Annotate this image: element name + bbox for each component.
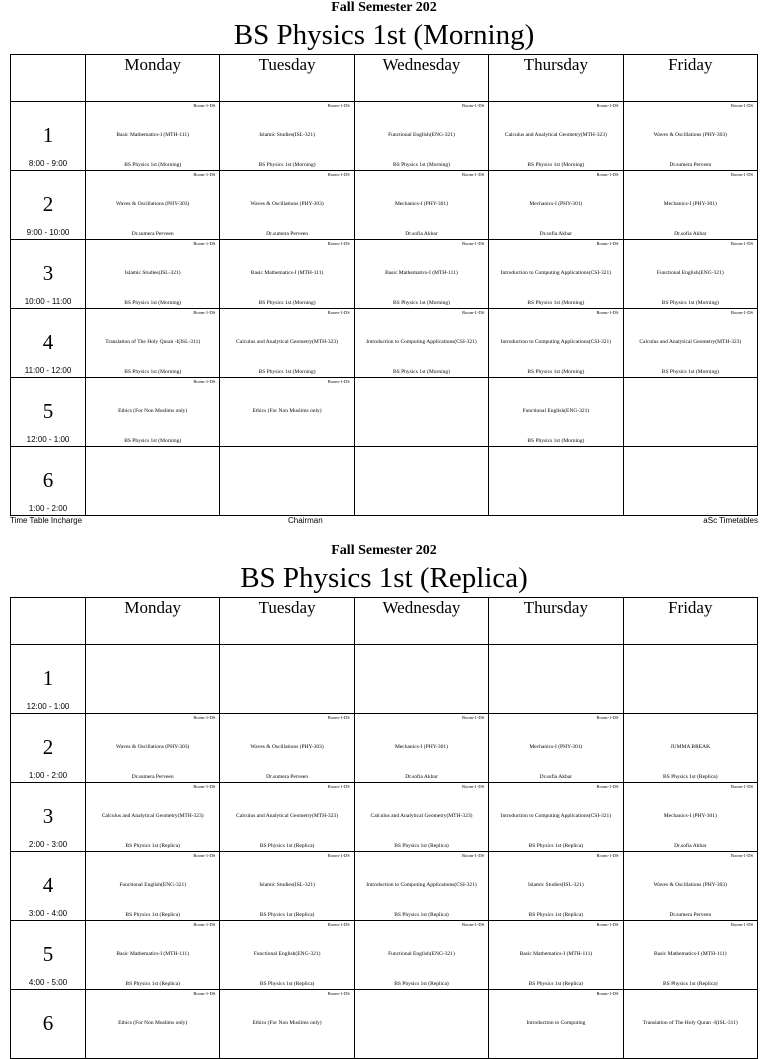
period-cell xyxy=(11,447,86,516)
timetable-replica xyxy=(10,543,758,1059)
group-or-teacher-label: BS Physics 1st (Replica) xyxy=(528,981,584,987)
class-cell xyxy=(489,714,623,783)
class-cell xyxy=(220,990,354,1059)
class-cell xyxy=(220,852,354,921)
class-cell xyxy=(220,645,354,714)
group-or-teacher-label: BS Physics 1st (Morning) xyxy=(392,162,450,168)
room-label: Room-1-DS xyxy=(327,310,350,315)
group-or-teacher-label: BS Physics 1st (Morning) xyxy=(124,438,182,444)
period-cell xyxy=(11,783,86,852)
group-or-teacher-label: BS Physics 1st (Morning) xyxy=(661,369,719,375)
class-cell xyxy=(623,309,757,378)
subject-label: Mechanics-I (PHY-301) xyxy=(394,743,448,750)
subject-label: Functional English(ENG-321) xyxy=(253,950,321,957)
class-cell xyxy=(489,378,623,447)
period-time: 2:00 - 3:00 xyxy=(28,840,68,849)
group-or-teacher-label: BS Physics 1st (Morning) xyxy=(527,162,585,168)
subject-label: Islamic Studies(ISL-321) xyxy=(259,131,315,138)
semester-heading: Fall Semester 202 xyxy=(331,0,437,15)
group-or-teacher-label: Dr.sumera Perveen xyxy=(131,774,174,780)
group-or-teacher-label: BS Physics 1st (Replica) xyxy=(259,843,315,849)
class-cell xyxy=(86,714,220,783)
period-row xyxy=(11,171,758,240)
room-label: Room-1-DS xyxy=(596,310,619,315)
class-cell xyxy=(354,783,488,852)
day-header-monday: Monday xyxy=(86,55,220,102)
subject-label: JUMMA BREAK xyxy=(670,743,711,750)
period-cell xyxy=(11,714,86,783)
group-or-teacher-label: Dr.sumera Perveen xyxy=(131,231,174,237)
subject-label: Mechanics-I (PHY-301) xyxy=(663,812,717,819)
group-or-teacher-label: BS Physics 1st (Replica) xyxy=(394,912,449,918)
subject-label: Basic Mathematics-I (MTH-111) xyxy=(519,950,593,957)
group-or-teacher-label: BS Physics 1st (Replica) xyxy=(394,843,449,849)
class-cell xyxy=(220,783,354,852)
room-label: Room-1-DS xyxy=(596,784,619,789)
period-time: 11:00 - 12:00 xyxy=(24,366,72,375)
group-or-teacher-label: BS Physics 1st (Morning) xyxy=(527,369,585,375)
subject-label: Introduction to Computing Applications(CSI-321) xyxy=(366,881,477,888)
room-label: Room-1-DS xyxy=(462,103,485,108)
group-or-teacher-label: BS Physics 1st (Morning) xyxy=(527,300,585,306)
class-cell xyxy=(623,714,757,783)
class-cell xyxy=(86,309,220,378)
class-cell xyxy=(623,990,757,1059)
room-label: Room-1-DS xyxy=(193,103,216,108)
period-cell xyxy=(11,852,86,921)
subject-label: Waves & Oscillations (PHY-303) xyxy=(116,200,190,207)
room-label: Room-1-DS xyxy=(327,241,350,246)
period-number: 4 xyxy=(42,873,54,897)
class-cell xyxy=(354,102,488,171)
subject-label xyxy=(358,1012,485,1034)
footer-chairman: Chairman xyxy=(288,516,323,525)
subject-label: Waves & Oscillations (PHY-303) xyxy=(250,743,324,750)
subject-label: Islamic Studies(ISL-321) xyxy=(259,881,315,888)
subject-label: Translation of The Holy Quran -I(ISL-311) xyxy=(105,338,201,345)
subject-label: Calculus and Analytical Geometry(MTH-323) xyxy=(236,338,339,345)
room-label: Room-1-DS xyxy=(462,853,485,858)
period-row xyxy=(11,852,758,921)
room-label: Room-1-DS xyxy=(193,310,216,315)
subject-label: Basic Mathematics-I (MTH-111) xyxy=(116,131,189,138)
class-cell xyxy=(354,171,488,240)
room-label: Room-1-DS xyxy=(596,853,619,858)
room-label: Room-1-DS xyxy=(596,715,619,720)
class-cell xyxy=(489,171,623,240)
group-or-teacher-label: BS Physics 1st (Morning) xyxy=(258,162,316,168)
group-or-teacher-label: BS Physics 1st (Replica) xyxy=(259,981,315,987)
period-row xyxy=(11,309,758,378)
period-time: 1:00 - 2:00 xyxy=(28,504,68,513)
class-cell xyxy=(220,309,354,378)
period-cell xyxy=(11,990,86,1059)
class-cell xyxy=(623,447,757,516)
subject-label: Calculus and Analytical Geometry(MTH-323) xyxy=(639,338,742,345)
period-number: 5 xyxy=(42,942,54,966)
day-header-wednesday: Wednesday xyxy=(354,598,488,645)
class-cell xyxy=(86,990,220,1059)
group-or-teacher-label: Dr.sofia Akbar xyxy=(539,231,573,237)
room-label: Room-1-DS xyxy=(730,853,753,858)
period-number: 4 xyxy=(42,330,54,354)
class-cell xyxy=(220,378,354,447)
class-cell xyxy=(354,990,488,1059)
room-label: Room-1-DS xyxy=(327,922,350,927)
subject-label xyxy=(223,667,350,689)
class-cell xyxy=(489,447,623,516)
subject-label: Introduction to Computing Applications(CSI-321) xyxy=(500,338,612,345)
header-row xyxy=(11,598,758,645)
class-cell xyxy=(86,171,220,240)
room-label: Room-1-DS xyxy=(327,991,350,996)
period-time: 12:00 - 1:00 xyxy=(26,702,70,711)
room-label: Room-1-DS xyxy=(462,784,485,789)
subject-label: Waves & Oscillations (PHY-303) xyxy=(116,743,190,750)
period-time: 4:00 - 5:00 xyxy=(28,978,68,987)
subject-label: Calculus and Analytical Geometry(MTH-323) xyxy=(236,812,339,819)
group-or-teacher-label: BS Physics 1st (Replica) xyxy=(125,912,180,918)
group-or-teacher-label: Dr.sofia Akbar xyxy=(539,774,573,780)
subject-label: Ethics (For Non Muslims only) xyxy=(252,407,322,414)
subject-label: Translation of The Holy Quran -I(ISL-311) xyxy=(642,1019,738,1026)
period-row xyxy=(11,240,758,309)
group-or-teacher-label: BS Physics 1st (Replica) xyxy=(663,774,718,780)
period-row xyxy=(11,447,758,516)
semester-heading: Fall Semester 202 xyxy=(331,543,437,558)
footer-incharge: Time Table Incharge xyxy=(10,516,83,525)
period-number: 1 xyxy=(42,666,54,690)
subject-label xyxy=(358,400,485,422)
footer-software: aSc Timetables xyxy=(703,516,758,525)
class-cell xyxy=(86,240,220,309)
group-or-teacher-label: BS Physics 1st (Morning) xyxy=(392,300,450,306)
class-cell xyxy=(220,714,354,783)
subject-label xyxy=(358,469,485,491)
room-label: Room-1-DS xyxy=(596,103,619,108)
subject-label xyxy=(627,469,754,491)
group-or-teacher-label: Dr.sofia Akbar xyxy=(405,774,438,780)
subject-label: Basic Mathematics-I (MTH-111) xyxy=(653,950,727,957)
subject-label xyxy=(492,469,619,491)
class-cell xyxy=(489,645,623,714)
footer xyxy=(10,516,758,528)
timetable-morning xyxy=(10,0,758,528)
room-label: Room-1-DS xyxy=(193,379,216,384)
subject-label xyxy=(358,667,485,689)
group-or-teacher-label: Dr.sofia Akbar xyxy=(405,231,438,237)
class-cell xyxy=(489,309,623,378)
subject-label: Waves & Oscillations (PHY-303) xyxy=(653,131,727,138)
subject-label: Introduction to Computing Applications(CSI-321) xyxy=(500,269,612,276)
timetable-grid xyxy=(10,54,758,516)
room-label: Room-1-DS xyxy=(327,379,350,384)
room-label: Room-1-DS xyxy=(462,241,485,246)
class-cell xyxy=(354,378,488,447)
subject-label: Ethics (For Non Muslims only) xyxy=(252,1019,322,1026)
group-or-teacher-label: BS Physics 1st (Replica) xyxy=(125,981,180,987)
timetable-grid xyxy=(10,597,758,1059)
class-cell xyxy=(86,852,220,921)
period-cell xyxy=(11,378,86,447)
room-label: Room-1-DS xyxy=(327,715,350,720)
group-or-teacher-label: Dr.sofia Akbar xyxy=(674,231,707,237)
period-cell xyxy=(11,240,86,309)
room-label: Room-1-DS xyxy=(193,922,216,927)
room-label: Room-1-DS xyxy=(193,991,216,996)
subject-label: Functional English(ENG-321) xyxy=(119,881,187,888)
day-header-friday: Friday xyxy=(623,55,757,102)
class-cell xyxy=(354,921,488,990)
room-label: Room-1-DS xyxy=(462,715,485,720)
class-cell xyxy=(489,921,623,990)
group-or-teacher-label: BS Physics 1st (Replica) xyxy=(528,912,584,918)
room-label: Room-1-DS xyxy=(596,991,619,996)
class-cell xyxy=(86,783,220,852)
subject-label: Functional English(ENG-321) xyxy=(522,407,590,414)
class-cell xyxy=(86,447,220,516)
group-or-teacher-label: BS Physics 1st (Replica) xyxy=(125,843,180,849)
room-label: Room-1-DS xyxy=(327,103,350,108)
period-number: 1 xyxy=(42,123,54,147)
class-cell xyxy=(220,447,354,516)
room-label: Room-1-DS xyxy=(193,172,216,177)
group-or-teacher-label: BS Physics 1st (Replica) xyxy=(663,981,718,987)
room-label: Room-1-DS xyxy=(730,241,753,246)
subject-label: Islamic Studies(ISL-321) xyxy=(527,881,584,888)
class-cell xyxy=(354,240,488,309)
class-cell xyxy=(86,102,220,171)
room-label: Room-1-DS xyxy=(193,784,216,789)
day-header-wednesday: Wednesday xyxy=(354,55,488,102)
room-label: Room-1-DS xyxy=(730,922,753,927)
room-label: Room-1-DS xyxy=(193,715,216,720)
period-cell xyxy=(11,645,86,714)
subject-label: Functional English(ENG-321) xyxy=(388,950,455,957)
class-cell xyxy=(623,921,757,990)
period-number: 5 xyxy=(42,399,54,423)
subject-label xyxy=(627,667,754,689)
group-or-teacher-label: Dr.sofia Akbar xyxy=(674,843,707,849)
header-row xyxy=(11,55,758,102)
class-cell xyxy=(354,447,488,516)
group-or-teacher-label: BS Physics 1st (Morning) xyxy=(258,300,316,306)
group-or-teacher-label: BS Physics 1st (Morning) xyxy=(392,369,450,375)
class-cell xyxy=(220,921,354,990)
group-or-teacher-label: Dr.sumera Perveen xyxy=(669,162,712,168)
subject-label: Islamic Studies(ISL-321) xyxy=(124,269,181,276)
subject-label: Ethics (For Non Muslims only) xyxy=(118,1019,188,1026)
group-or-teacher-label: BS Physics 1st (Morning) xyxy=(124,300,182,306)
group-or-teacher-label: BS Physics 1st (Replica) xyxy=(394,981,449,987)
period-number: 2 xyxy=(42,192,54,216)
corner-cell xyxy=(11,55,86,102)
subject-label: Introduction to Computing Applications(CSI-321) xyxy=(366,338,477,345)
class-cell xyxy=(623,852,757,921)
class-cell xyxy=(489,102,623,171)
period-row xyxy=(11,990,758,1059)
period-time: 8:00 - 9:00 xyxy=(28,159,68,168)
class-cell xyxy=(489,240,623,309)
class-cell xyxy=(220,102,354,171)
period-cell xyxy=(11,171,86,240)
subject-label: Mechanics-I (PHY-301) xyxy=(529,743,583,750)
period-number: 3 xyxy=(42,261,54,285)
period-time: 12:00 - 1:00 xyxy=(26,435,70,444)
class-title: BS Physics 1st (Replica) xyxy=(240,562,528,594)
room-label: Room-1-DS xyxy=(730,103,753,108)
period-number: 2 xyxy=(42,735,54,759)
period-number: 3 xyxy=(42,804,54,828)
day-header-tuesday: Tuesday xyxy=(220,55,354,102)
subject-label: Basic Mathematics-I (MTH-111) xyxy=(116,950,189,957)
day-header-monday: Monday xyxy=(86,598,220,645)
group-or-teacher-label: BS Physics 1st (Replica) xyxy=(528,843,584,849)
period-row xyxy=(11,783,758,852)
class-cell xyxy=(489,783,623,852)
room-label: Room-1-DS xyxy=(327,784,350,789)
subject-label: Waves & Oscillations (PHY-303) xyxy=(653,881,727,888)
class-cell xyxy=(489,990,623,1059)
room-label: Room-1-DS xyxy=(730,172,753,177)
period-cell xyxy=(11,921,86,990)
class-cell xyxy=(623,645,757,714)
room-label: Room-1-DS xyxy=(193,241,216,246)
class-cell xyxy=(86,645,220,714)
subject-label: Functional English(ENG-321) xyxy=(388,131,455,138)
class-cell xyxy=(623,783,757,852)
class-cell xyxy=(86,921,220,990)
corner-cell xyxy=(11,598,86,645)
subject-label: Mechanics-I (PHY-301) xyxy=(663,200,717,207)
room-label: Room-1-DS xyxy=(462,922,485,927)
class-cell xyxy=(623,171,757,240)
room-label: Room-1-DS xyxy=(327,853,350,858)
subject-label xyxy=(223,469,350,491)
period-row xyxy=(11,378,758,447)
period-time: 9:00 - 10:00 xyxy=(26,228,70,237)
room-label: Room-1-DS xyxy=(327,172,350,177)
subject-label xyxy=(89,469,216,491)
period-row xyxy=(11,102,758,171)
period-row xyxy=(11,921,758,990)
group-or-teacher-label: BS Physics 1st (Morning) xyxy=(124,369,182,375)
day-header-friday: Friday xyxy=(623,598,757,645)
subject-label: Mechanics-I (PHY-301) xyxy=(529,200,583,207)
subject-label: Calculus and Analytical Geometry(MTH-323) xyxy=(504,131,607,138)
subject-label xyxy=(89,667,216,689)
subject-label xyxy=(627,400,754,422)
subject-label: Calculus and Analytical Geometry(MTH-323) xyxy=(101,812,204,819)
group-or-teacher-label: BS Physics 1st (Morning) xyxy=(258,369,316,375)
group-or-teacher-label: BS Physics 1st (Morning) xyxy=(661,300,719,306)
subject-label: Waves & Oscillations (PHY-303) xyxy=(250,200,324,207)
period-time: 10:00 - 11:00 xyxy=(24,297,72,306)
group-or-teacher-label: BS Physics 1st (Morning) xyxy=(527,438,585,444)
period-number: 6 xyxy=(42,1011,54,1035)
class-cell xyxy=(220,171,354,240)
period-row xyxy=(11,645,758,714)
period-row xyxy=(11,714,758,783)
class-cell xyxy=(354,309,488,378)
group-or-teacher-label: BS Physics 1st (Morning) xyxy=(124,162,182,168)
period-cell xyxy=(11,102,86,171)
class-cell xyxy=(623,102,757,171)
subject-label: Basic Mathematics-I (MTH-111) xyxy=(385,269,458,276)
group-or-teacher-label: Dr.sumera Perveen xyxy=(266,774,309,780)
period-number: 6 xyxy=(42,468,54,492)
subject-label: Basic Mathematics-I (MTH-111) xyxy=(250,269,324,276)
subject-label xyxy=(492,667,619,689)
class-cell xyxy=(86,378,220,447)
group-or-teacher-label: Dr.sumera Perveen xyxy=(266,231,309,237)
room-label: Room-1-DS xyxy=(596,922,619,927)
room-label: Room-1-DS xyxy=(193,853,216,858)
room-label: Room-1-DS xyxy=(462,172,485,177)
day-header-thursday: Thursday xyxy=(489,55,623,102)
subject-label: Introduction to Computing xyxy=(526,1019,586,1026)
room-label: Room-1-DS xyxy=(730,784,753,789)
period-time: 3:00 - 4:00 xyxy=(28,909,68,918)
subject-label: Functional English(ENG-321) xyxy=(656,269,724,276)
class-cell xyxy=(220,240,354,309)
day-header-thursday: Thursday xyxy=(489,598,623,645)
subject-label: Calculus and Analytical Geometry(MTH-323) xyxy=(370,812,473,819)
room-label: Room-1-DS xyxy=(730,310,753,315)
class-cell xyxy=(354,714,488,783)
room-label: Room-1-DS xyxy=(596,172,619,177)
room-label: Room-1-DS xyxy=(596,241,619,246)
period-time: 1:00 - 2:00 xyxy=(28,771,68,780)
period-cell xyxy=(11,309,86,378)
room-label: Room-1-DS xyxy=(462,310,485,315)
group-or-teacher-label: Dr.sumera Perveen xyxy=(669,912,712,918)
class-title: BS Physics 1st (Morning) xyxy=(233,19,535,51)
group-or-teacher-label: BS Physics 1st (Replica) xyxy=(259,912,315,918)
subject-label: Ethics (For Non Muslims only) xyxy=(118,407,188,414)
subject-label: Mechanics-I (PHY-301) xyxy=(394,200,448,207)
subject-label: Introduction to Computing Applications(CSI-321) xyxy=(500,812,612,819)
day-header-tuesday: Tuesday xyxy=(220,598,354,645)
class-cell xyxy=(354,645,488,714)
class-cell xyxy=(354,852,488,921)
class-cell xyxy=(623,378,757,447)
class-cell xyxy=(489,852,623,921)
class-cell xyxy=(623,240,757,309)
